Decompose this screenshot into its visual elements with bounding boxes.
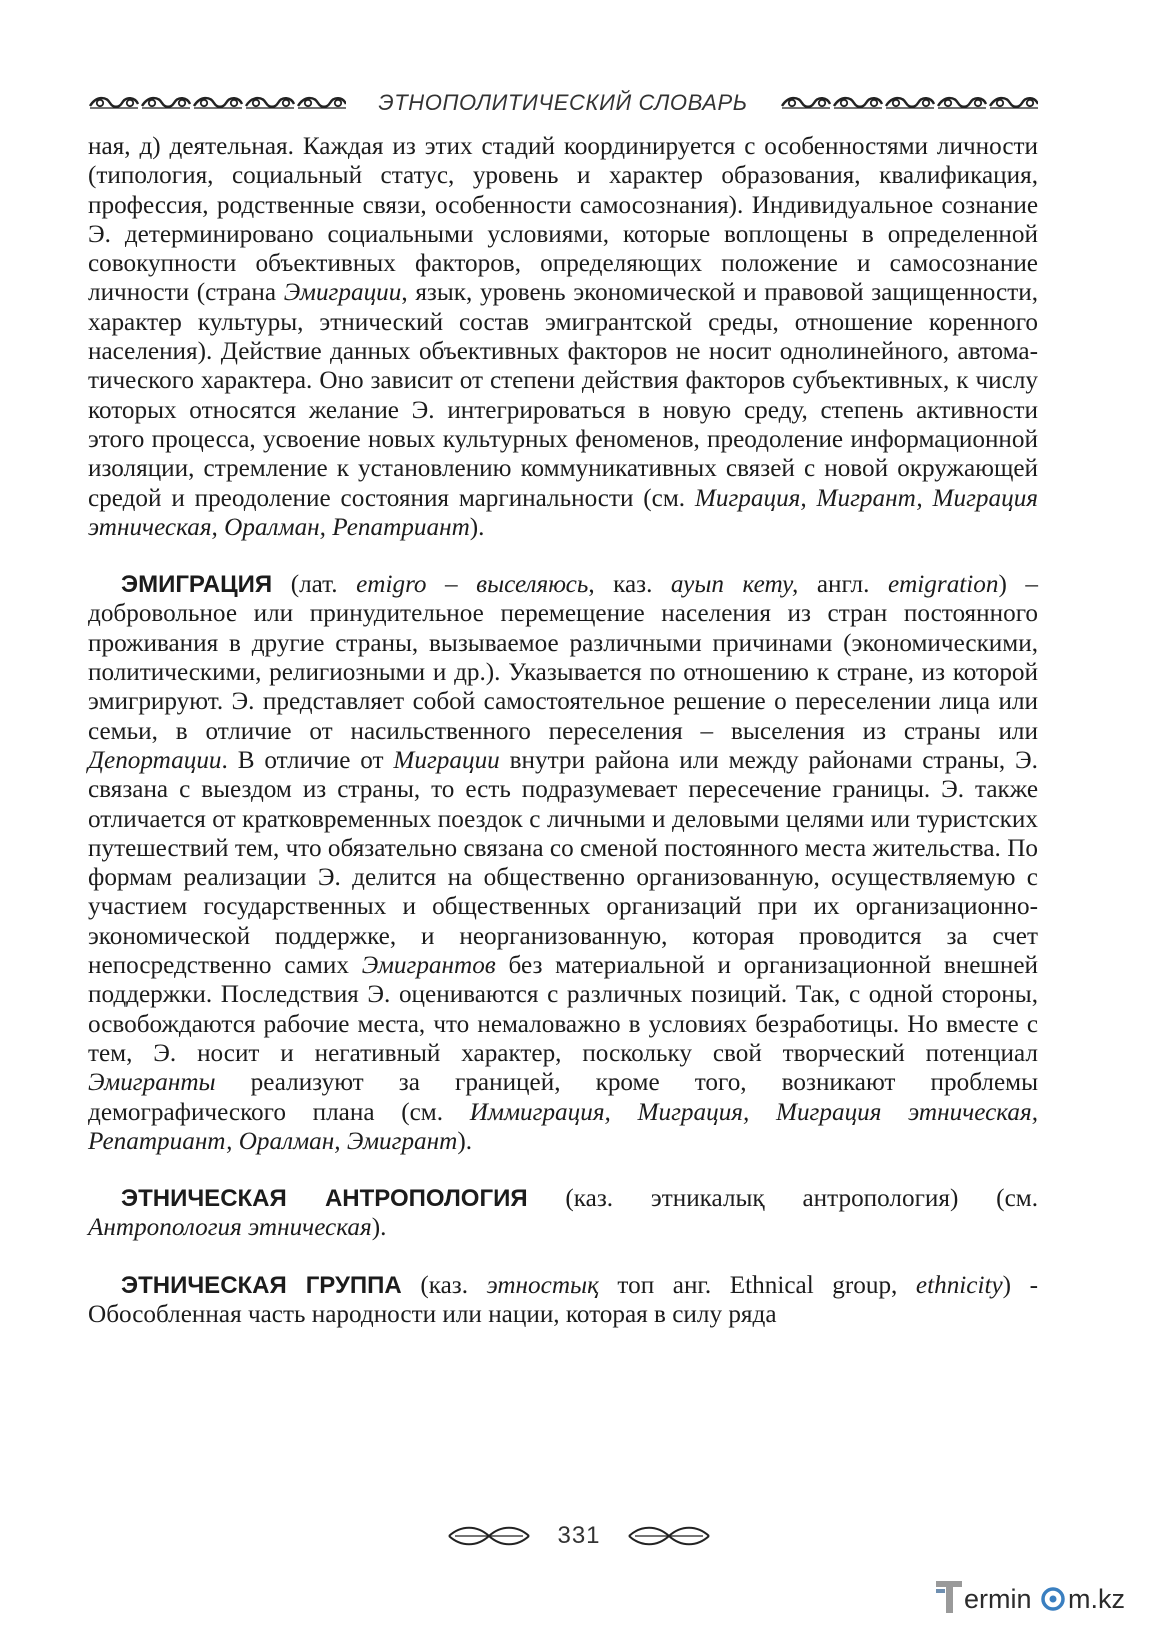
footer-flourish-right-icon bbox=[627, 1523, 711, 1549]
entry-emigration: ЭМИГРАЦИЯ (лат. emigro – выселяюсь, каз. ауып кету, англ. emigration) – добровольное или принудительное перемещение населения из стран постоянного проживания в другие страны, вызываемое различными причинами (экономическими, политическими, религиозными и др.). Указывается по отношению к стране, из которой эмигрируют. Э. представляет собой самостоятельное решение о переселении лица или семьи, в отличие от насильственного переселения – выселения из страны или Депортации. В отличие от Миграции внутри района или между районами страны, Э. связана с выездом из страны, то есть подразумевает пересечение границы. Э. также отличается от кратковременных поездок с личными и деловыми целями или туристских путешествий тем, что обязательно связана со сменой постоянного места жительства. По формам реализации Э. делится на общественно организованную, осуществляемую с участием государственных и общественных организаций при их организационно-экономической поддержке, и неорганизованную, которая проводится за счет непосредственно самих Эмигрантов без материальной и организационной внешней поддержки. Последствия Э. оцениваются с различных позиций. Так, с одной стороны, освобождаются рабочие места, что немаловажно в условиях безработицы. Но вместе с тем, Э. носит и негативный характер, поскольку свой творческий потенциал Эмигранты реализуют за границей, кроме того, возникают проблемы демографического плана (см. Иммиграция, Миграция, Миграция этническая, Репатриант, Оралман, Эмигрант). bbox=[88, 571, 1038, 1155]
site-watermark bbox=[934, 1571, 1138, 1623]
entry-headword: ЭТНИЧЕСКАЯ АНТРОПОЛОГИЯ bbox=[121, 1185, 528, 1213]
termincom-logo-icon bbox=[934, 1575, 1138, 1619]
header-ornament-left-icon bbox=[88, 92, 346, 114]
header-title: ЭТНОПОЛИТИЧЕСКИЙ СЛОВАРЬ bbox=[378, 90, 748, 115]
svg-text:m.kz: m.kz bbox=[1068, 1584, 1125, 1614]
page-body bbox=[88, 132, 1038, 1329]
header-ornament-right-icon bbox=[780, 92, 1038, 114]
page-footer bbox=[0, 1518, 1158, 1554]
footer-flourish-left-icon bbox=[447, 1523, 531, 1549]
page-number: 331 bbox=[557, 1522, 601, 1549]
running-header bbox=[88, 86, 1038, 120]
entry-headword: ЭТНИЧЕСКАЯ ГРУППА bbox=[121, 1271, 402, 1299]
entry-headword: ЭМИГРАЦИЯ bbox=[121, 571, 273, 599]
entry-ethnic-anthropology: ЭТНИЧЕСКАЯ АНТРОПОЛОГИЯ (каз. этникалық антропология) (см. Антропология этническая). bbox=[88, 1185, 1038, 1242]
entry-ethnic-group: ЭТНИЧЕСКАЯ ГРУППА (каз. этностық топ анг. Ethnical group, ethnicity) - Обособленная часть народности или нации, которая в силу ряда bbox=[88, 1271, 1038, 1328]
continuation-paragraph: ная, д) деятельная. Каждая из этих стадий координируется с особенностями личности (типология, социальный статус, уровень и характер образования, квалификация, профессия, родственные связи, особенности самосознания). Индивидуальное сознание Э. детерминировано социальными условиями, которые воплощены в определенной совокупности объективных факторов, определяющих положение и самосознание личности (страна Эмиграции, язык, уровень экономической и правовой защищенности, характер культуры, этнический состав эмигрантской среды, отношение коренного населения). Действие данных объективных факторов не носит однолинейного, автоматического характера. Оно зависит от степени действия факторов субъективных, к числу которых относятся желание Э. интегрироваться в новую среду, степень активности этого процесса, усвоение новых культурных феноменов, преодоление информационной изоляции, стремление к установлению коммуникативных связей с новой окружающей средой и преодоление состояния маргинальности (см. Миграция, Мигрант, Миграция этническая, Оралман, Репатриант). bbox=[88, 133, 1038, 541]
svg-text:ermin: ermin bbox=[964, 1584, 1032, 1614]
